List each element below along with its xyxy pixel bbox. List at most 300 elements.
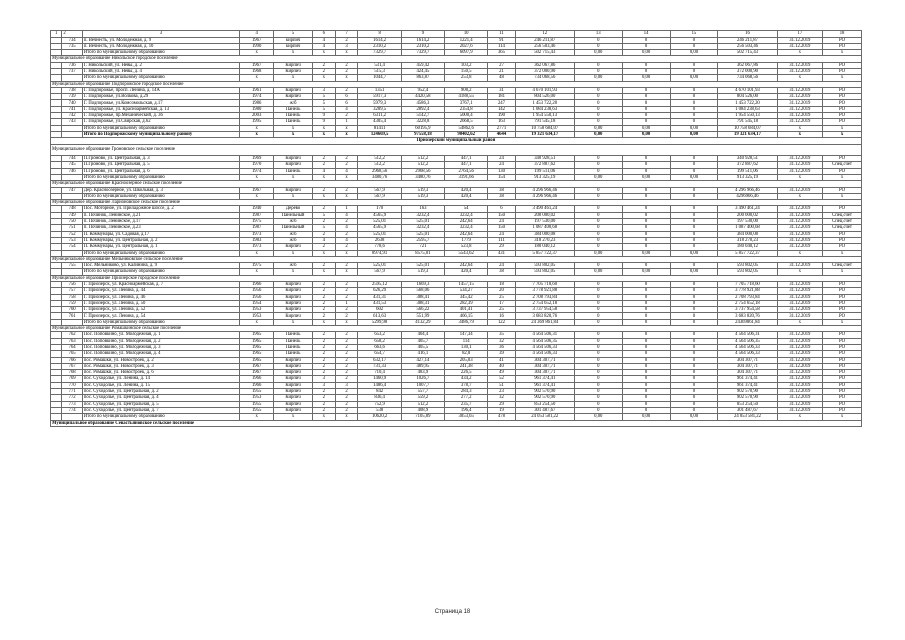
table-cell: 764 [62, 344, 83, 350]
table-cell: 304 307,71 [515, 370, 574, 376]
table-cell: 372 000,90 [718, 68, 777, 74]
table-cell: 952,4 [401, 87, 444, 93]
header-cell: 6 [312, 31, 335, 38]
table-cell: 2 [312, 187, 335, 193]
table-cell: 0 [622, 363, 670, 369]
table-cell: РО [823, 332, 862, 338]
table-cell: 5543,62 [445, 250, 488, 256]
table-cell: 181 [488, 94, 515, 100]
table-cell: Панельный [274, 212, 313, 218]
table-cell: 29 [488, 401, 515, 407]
table-cell: 2 708 793,84 [515, 294, 574, 300]
table-cell: 31.12.2019 [777, 231, 823, 237]
table-cell: 408,9 [401, 407, 444, 413]
table-cell: 7329,7 [401, 50, 444, 56]
table-cell: 567,9 [358, 187, 401, 193]
table-cell: 2 [335, 244, 358, 250]
table-cell: 447,1 [445, 156, 488, 162]
table-cell: 0 [622, 313, 670, 319]
table-cell: 404,4 [401, 332, 444, 338]
table-cell: Панель [274, 168, 313, 174]
table-cell: 759 [62, 300, 83, 306]
table-cell: 902 570,90 [718, 389, 777, 395]
table-cell: 0 [670, 43, 718, 49]
table-cell: 2 [335, 407, 358, 413]
table-cell: 0 [622, 344, 670, 350]
table-cell: 1973 [240, 231, 274, 237]
table-cell: 2 [312, 370, 335, 376]
table-cell: 6097,9 [445, 50, 488, 56]
table-cell: 3 737 954,58 [515, 307, 574, 313]
table-cell: 170 [358, 206, 401, 212]
table-cell: х [823, 50, 862, 56]
table-cell: Кирпич [274, 382, 313, 388]
table-cell: 559,2 [401, 395, 444, 401]
table-cell: 2 [312, 219, 335, 225]
table-cell: 1965 [240, 357, 274, 363]
table-cell: 24369861,84 [718, 319, 777, 325]
table-cell: х [240, 193, 274, 199]
table-cell: 1980 [240, 106, 274, 112]
table-cell: 0 [574, 62, 622, 68]
table-cell: Кирпич [274, 389, 313, 395]
table-cell: 0 [622, 357, 670, 363]
table-cell: 0,00 [622, 131, 670, 137]
table-cell: Спец.счет [823, 162, 862, 168]
table-cell: х [312, 269, 335, 275]
table-cell: 762 [62, 332, 83, 338]
section-title: Муниципальное образование Громовское сельское поселение [51, 144, 862, 156]
table-cell: 512,2 [358, 162, 401, 168]
table-cell: 345,42 [445, 294, 488, 300]
table-cell: 0 [622, 87, 670, 93]
table-cell: ж/б [274, 263, 313, 269]
table-cell: 31.12.2019 [777, 351, 823, 357]
table-cell: 4305,4 [358, 119, 401, 125]
table-cell: 8974,91 [358, 250, 401, 256]
table-cell: Панель [274, 119, 313, 125]
table-cell: х [274, 269, 313, 275]
table-cell: 130 [488, 168, 515, 174]
table-cell: 31.12.2019 [777, 94, 823, 100]
table-cell: 961 374,41 [515, 376, 574, 382]
table-cell: 38 [488, 269, 515, 275]
table-cell: 0 [622, 68, 670, 74]
table-cell: 31.12.2019 [777, 113, 823, 119]
table-cell: 9 [312, 119, 335, 125]
table-cell: 0 [670, 37, 718, 43]
table-cell: 114 [488, 43, 515, 49]
table-cell: 40 [488, 363, 515, 369]
table-cell: 1 087 400,68 [718, 225, 777, 231]
table-cell: 3 [312, 382, 335, 388]
table-cell: 199 511,06 [515, 168, 574, 174]
table-cell: х [312, 193, 335, 199]
table-cell: 3 778 921,88 [515, 288, 574, 294]
table-cell: 0 [574, 225, 622, 231]
table-cell: х [823, 269, 862, 275]
address-cell: Г. Приозерск, ул. Ленина, д. 46 [82, 294, 239, 300]
table-cell: 0 [670, 344, 718, 350]
table-cell: 757 [62, 288, 83, 294]
table-cell: 765 [62, 351, 83, 357]
table-cell: 0 [670, 376, 718, 382]
table-cell: 2 [335, 363, 358, 369]
table-cell: х [312, 319, 335, 325]
table-cell: 0 [670, 300, 718, 306]
table-cell: 31.12.2019 [777, 37, 823, 43]
table-cell: 4 [312, 43, 335, 49]
table-cell: 31.12.2019 [777, 237, 823, 243]
table-cell: х [240, 75, 274, 81]
table-cell: 0 [574, 37, 622, 43]
table-cell: 5 [312, 106, 335, 112]
table-cell: 246 211,87 [515, 37, 574, 43]
table-cell: 3228,8 [401, 119, 444, 125]
table-cell: РО [823, 68, 862, 74]
table-cell: 2 [312, 401, 335, 407]
table-cell: 2 [335, 231, 358, 237]
table-cell: х [823, 414, 862, 420]
table-cell: 0 [670, 68, 718, 74]
table-cell: 2 754 652,18 [718, 300, 777, 306]
table-cell: 749 [62, 212, 83, 218]
table-cell: 24 [488, 231, 515, 237]
table-cell: 3232,4 [445, 225, 488, 231]
table-cell: 1 453 722,20 [515, 100, 574, 106]
table-cell: 0 [574, 288, 622, 294]
section-title: Муниципальное образование Севастьяновское сельское поселение [51, 420, 862, 426]
table-cell: 4 564 506,33 [718, 351, 777, 357]
table-cell: 0 [670, 237, 718, 243]
table-cell: 0,00 [622, 250, 670, 256]
table-cell: Кирпич [274, 401, 313, 407]
table-cell: х [823, 125, 862, 131]
table-cell: 735 [62, 43, 83, 49]
table-cell: кирпич [274, 43, 313, 49]
table-cell: 0,00 [622, 414, 670, 420]
table-cell: 1955 [240, 401, 274, 407]
address-cell: Итого по муниципальному образованию [82, 319, 239, 325]
table-cell: 0 [574, 351, 622, 357]
table-cell: 150,5 [445, 68, 488, 74]
address-cell: Итого по муниципальному образованию [82, 50, 239, 56]
table-cell: 1 [335, 300, 358, 306]
table-cell: 340 928,51 [718, 156, 777, 162]
table-cell: 4 [312, 168, 335, 174]
table-cell: 49 [488, 370, 515, 376]
table-cell: 5979,3 [358, 100, 401, 106]
table-cell: 489,95 [401, 363, 444, 369]
table-cell: х [823, 193, 862, 199]
table-cell: 778,6 [358, 244, 401, 250]
table-cell: 18 [488, 281, 515, 287]
table-cell: 0 [574, 294, 622, 300]
table-cell: Кирпич [274, 87, 313, 93]
table-cell: 2968,56 [358, 168, 401, 174]
table-cell: 663,6 [358, 344, 401, 350]
table-cell: 242,64 [445, 231, 488, 237]
table-cell: 0 [670, 87, 718, 93]
table-cell: РО [823, 187, 862, 193]
table-cell: 19 321 634,17 [718, 131, 777, 137]
table-cell: 654,7 [358, 351, 401, 357]
table-cell: х [312, 414, 335, 420]
table-cell: 24 369 861,84 [515, 319, 574, 325]
table-cell: 1961 [240, 87, 274, 93]
table-cell: 31.12.2019 [777, 62, 823, 68]
table-cell: х [274, 50, 313, 56]
table-cell: 525,01 [358, 231, 401, 237]
table-cell: 253,8 [445, 75, 488, 81]
address-cell: Итого по муниципальному образованию [82, 174, 239, 180]
table-cell: 0 [622, 338, 670, 344]
table-cell: 0 [670, 307, 718, 313]
table-cell: 0 [622, 376, 670, 382]
table-cell: 31.12.2019 [777, 332, 823, 338]
table-cell: 0 [574, 407, 622, 413]
table-cell: 902 570,90 [515, 389, 574, 395]
table-cell: 459,42 [401, 62, 444, 68]
table-cell: 6311,2 [358, 113, 401, 119]
table-cell: 0 [622, 244, 670, 250]
table-cell: 0,00 [670, 75, 718, 81]
table-cell: х [312, 125, 335, 131]
table-cell: 4 564 506,35 [515, 338, 574, 344]
table-cell: 31.12.2019 [777, 401, 823, 407]
table-cell: 284,3 [445, 389, 488, 395]
address-cell: П. Коммунары, ул. Центральная, д. 1 [82, 244, 239, 250]
table-cell: 401,41 [445, 307, 488, 313]
table-cell: 3480,76 [401, 174, 444, 180]
address-cell: Итого по Подпорожскому муниципальному району [82, 131, 239, 137]
table-cell: 60195,9 [401, 125, 444, 131]
table-cell: Панель [274, 113, 313, 119]
table-cell: 6 [488, 206, 515, 212]
table-cell: ж/б [274, 100, 313, 106]
table-cell: 0 [574, 395, 622, 401]
table-cell: 1 [335, 119, 358, 125]
table-cell: 1 954 550,13 [718, 113, 777, 119]
header-cell: 12 [515, 31, 574, 38]
table-cell: 525,01 [401, 263, 444, 269]
table-cell: РО [823, 87, 862, 93]
table-cell: 1 084 238,63 [515, 106, 574, 112]
table-cell: Кирпич [274, 281, 313, 287]
table-cell: 0 [670, 382, 718, 388]
table-cell: 147,34 [445, 332, 488, 338]
header-cell: 17 [777, 31, 823, 38]
table-cell: 734 [62, 37, 83, 43]
table-cell: 523,8 [445, 244, 488, 250]
table-cell: х [777, 269, 823, 275]
table-cell: 3053,65 [445, 414, 488, 420]
table-cell: 405,7 [401, 338, 444, 344]
table-cell: х [823, 319, 862, 325]
table-cell: 24 [488, 219, 515, 225]
table-cell: 734 068,56 [515, 75, 574, 81]
table-cell: РО [823, 37, 862, 43]
table-cell: 2 [312, 263, 335, 269]
address-cell: П.Громово, ул. Центральная, д. 5 [82, 162, 239, 168]
table-cell: 512,2 [358, 156, 401, 162]
address-cell: Г. Подпорожье, ул.Свирская, д.62 [82, 119, 239, 125]
table-cell: 0 [574, 119, 622, 125]
table-cell: 0 [574, 300, 622, 306]
table-cell: 378,7 [445, 382, 488, 388]
table-cell: 3289,5 [358, 106, 401, 112]
table-cell: 4565,9 [358, 225, 401, 231]
table-cell: х [823, 131, 862, 137]
table-cell: х [274, 75, 313, 81]
table-cell: 515,3 [358, 68, 401, 74]
table-cell: 163 [401, 206, 444, 212]
table-cell: 772 [62, 395, 83, 401]
table-cell: 525,01 [401, 231, 444, 237]
table-cell: 1954 [240, 300, 274, 306]
table-cell: 913 325,19 [718, 174, 777, 180]
table-cell: 20 [488, 288, 515, 294]
table-cell: 566,22 [401, 307, 444, 313]
table-cell: 2 [312, 357, 335, 363]
section-title: Муниципальное образование Ларионовское сельское поселение [51, 200, 862, 206]
table-cell: 31.12.2019 [777, 363, 823, 369]
table-cell: 0 [622, 370, 670, 376]
table-cell: 4586,3 [401, 100, 444, 106]
table-cell: 226,5 [445, 370, 488, 376]
table-cell: 0 [670, 370, 718, 376]
table-cell: 0 [670, 156, 718, 162]
table-cell: 4 564 506,31 [718, 332, 777, 338]
table-cell: 4 564 506,33 [515, 351, 574, 357]
section-header-row [51, 420, 862, 426]
header-cell: 8 [358, 31, 401, 38]
address-cell: Г. Подпорожье, ул.Комсомольская, д.17 [82, 100, 239, 106]
table-cell: 0 [670, 332, 718, 338]
table-cell: 4 [335, 225, 358, 231]
table-cell: 0 [670, 231, 718, 237]
table-cell: 0 [622, 219, 670, 225]
address-cell: Пос. Поповкино, ул. Молодежная, д. 1 [82, 332, 239, 338]
address-cell: Г. Приозерск, ул. Ленина, д. 52 [82, 307, 239, 313]
table-cell: х [777, 75, 823, 81]
table-cell: 4 564 506,31 [515, 332, 574, 338]
table-cell: х [312, 75, 335, 81]
table-cell: 502 715,43 [718, 50, 777, 56]
table-cell: х [240, 125, 274, 131]
table-cell: 2771 [488, 125, 515, 131]
table-cell: РО [823, 357, 862, 363]
table-cell: 7329,7 [358, 50, 401, 56]
table-cell: х [335, 174, 358, 180]
table-cell: 842 [358, 389, 401, 395]
section-title: Муниципальное образование Мельниковское сельское поселение [51, 256, 862, 262]
table-cell: х [777, 50, 823, 56]
table-cell: 736 [62, 62, 83, 68]
table-cell: 1955 [240, 407, 274, 413]
table-cell: 2 [312, 389, 335, 395]
table-cell: 593 802,05 [718, 269, 777, 275]
table-cell: 0,00 [670, 50, 718, 56]
address-cell: пос. Ромашки, ул. Новостроек, д. 2 [82, 357, 239, 363]
table-cell: 525,01 [358, 219, 401, 225]
table-cell: 1987 [240, 225, 274, 231]
table-cell: 91 [488, 37, 515, 43]
table-cell: РО [823, 351, 862, 357]
table-cell: 519,3 [401, 269, 444, 275]
table-cell: 2764,56 [445, 168, 488, 174]
table-cell: 0 [574, 87, 622, 93]
section-title: Муниципальное образование Ромашкинское сельское поселение [51, 326, 862, 332]
table-cell: 388,41 [401, 294, 444, 300]
header-cell: 11 [488, 31, 515, 38]
table-cell: 1460,9 [358, 376, 401, 382]
table-cell: 758 [62, 294, 83, 300]
address-cell: П. Коммунары, ул. Центральная, д. 2 [82, 237, 239, 243]
table-cell: х [335, 319, 358, 325]
table-cell: 1975 [240, 219, 274, 225]
table-cell: 1953 [240, 307, 274, 313]
table-cell: 902 570,90 [515, 395, 574, 401]
address-cell: Пос. Поповкино, ул. Молодежная, д. 2 [82, 338, 239, 344]
table-cell: 0 [670, 395, 718, 401]
table-cell: РО [823, 62, 862, 68]
table-cell: 0 [574, 244, 622, 250]
table-cell: 2595,7 [401, 237, 444, 243]
table-cell: 29 [488, 244, 515, 250]
table-cell: 2 [335, 162, 358, 168]
table-cell: 82,8 [445, 351, 488, 357]
table-cell: Кирпич [274, 187, 313, 193]
table-cell: 1975 [240, 263, 274, 269]
table-cell: 3232,4 [445, 212, 488, 218]
address-cell: Г. Подпорожье, просп. Ленина, д. 14А [82, 87, 239, 93]
table-cell: 1614,2 [358, 37, 401, 43]
table-cell: 0,00 [622, 174, 670, 180]
table-cell: 534,27 [445, 288, 488, 294]
table-cell: 767 [62, 363, 83, 369]
table-cell: 0 [622, 225, 670, 231]
table-cell: РО [823, 344, 862, 350]
register-table [50, 30, 862, 427]
table-cell: 3232,4 [401, 225, 444, 231]
address-cell: Г. Подпорожье, пр.Механический, д. 36 [82, 113, 239, 119]
table-cell: 2 [335, 62, 358, 68]
table-cell: ж/б [274, 219, 313, 225]
table-cell: 0 [622, 351, 670, 357]
table-cell: Дерево [274, 206, 313, 212]
table-cell: 0 [574, 313, 622, 319]
address-cell: Г. Никольский, ул. Невы, д. 2 [82, 62, 239, 68]
table-cell: 384 000,08 [515, 231, 574, 237]
table-cell: 365 [488, 50, 515, 56]
table-cell: 2 [335, 294, 358, 300]
address-cell: пос. Суходолье, ул. Ленина, д. 15 [82, 382, 239, 388]
table-cell: 0 [670, 294, 718, 300]
table-cell: 2 [312, 307, 335, 313]
table-cell: РО [823, 119, 862, 125]
table-cell: 4 [312, 37, 335, 43]
table-cell: х [274, 193, 313, 199]
table-cell: 766 [62, 357, 83, 363]
table-cell: 0 [574, 382, 622, 388]
table-cell: 372 887,62 [718, 162, 777, 168]
table-cell: 427,14 [401, 357, 444, 363]
table-cell: 0 [574, 162, 622, 168]
address-cell: П.Громово, ул. Центральная, д. 3 [82, 156, 239, 162]
table-cell: 52 [488, 376, 515, 382]
table-cell: 1967 [240, 363, 274, 369]
